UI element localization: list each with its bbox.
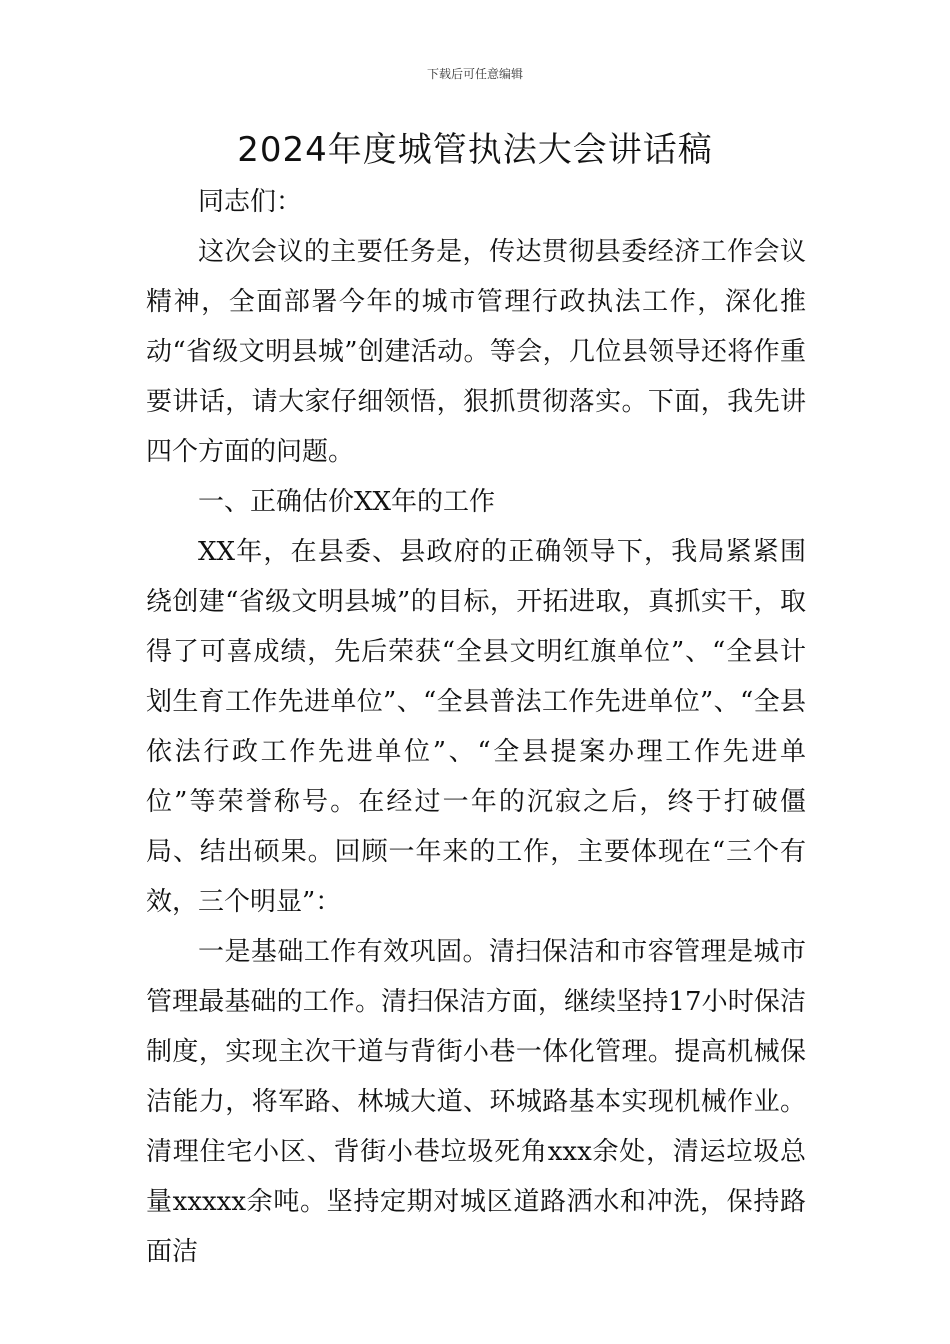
section-heading: 一、正确估价XX年的工作 — [198, 487, 496, 517]
header-note: 下载后可任意编辑 — [426, 67, 523, 81]
paragraph-review: XX年，在县委、县政府的正确领导下，我局紧紧围绕创建“省级文明县城”的目标，开拓进取，真抓实干，取得了可喜成绩，先后荣获“全县文明红旗单位”、“全县计划生育工作先进单位”、“全县普法工作先进单位”、“全县依法行政工作先进单位”、“全县提案办理工作先进单位”等荣誉称号。在经过一年的沉寂之后，终于打破僵局、结出硕果。回顾一年来的工作，主要体现在“三个有效，三个明显”： — [146, 537, 806, 917]
paragraph-intro: 这次会议的主要任务是，传达贯彻县委经济工作会议精神，全面部署今年的城市管理行政执法工作，深化推动“省级文明县城”创建活动。等会，几位县领导还将作重要讲话，请大家仔细领悟，狠抓贯彻落实。下面，我先讲四个方面的问题。 — [146, 237, 806, 467]
paragraph-basic-work: 一是基础工作有效巩固。清扫保洁和市容管理是城市管理最基础的工作。清扫保洁方面，继续坚持17小时保洁制度，实现主次干道与背街小巷一体化管理。提高机械保洁能力，将军路、林城大道、环城路基本实现机械作业。清理住宅小区、背街小巷垃圾死角xxx余处，清运垃圾总量xxxxx余吨。坚持定期对城区道路洒水和冲洗，保持路面洁 — [146, 937, 806, 1267]
document-body — [146, 177, 806, 1277]
document-title: 2024年度城管执法大会讲话稿 — [237, 130, 713, 170]
salutation: 同志们： — [198, 187, 303, 217]
